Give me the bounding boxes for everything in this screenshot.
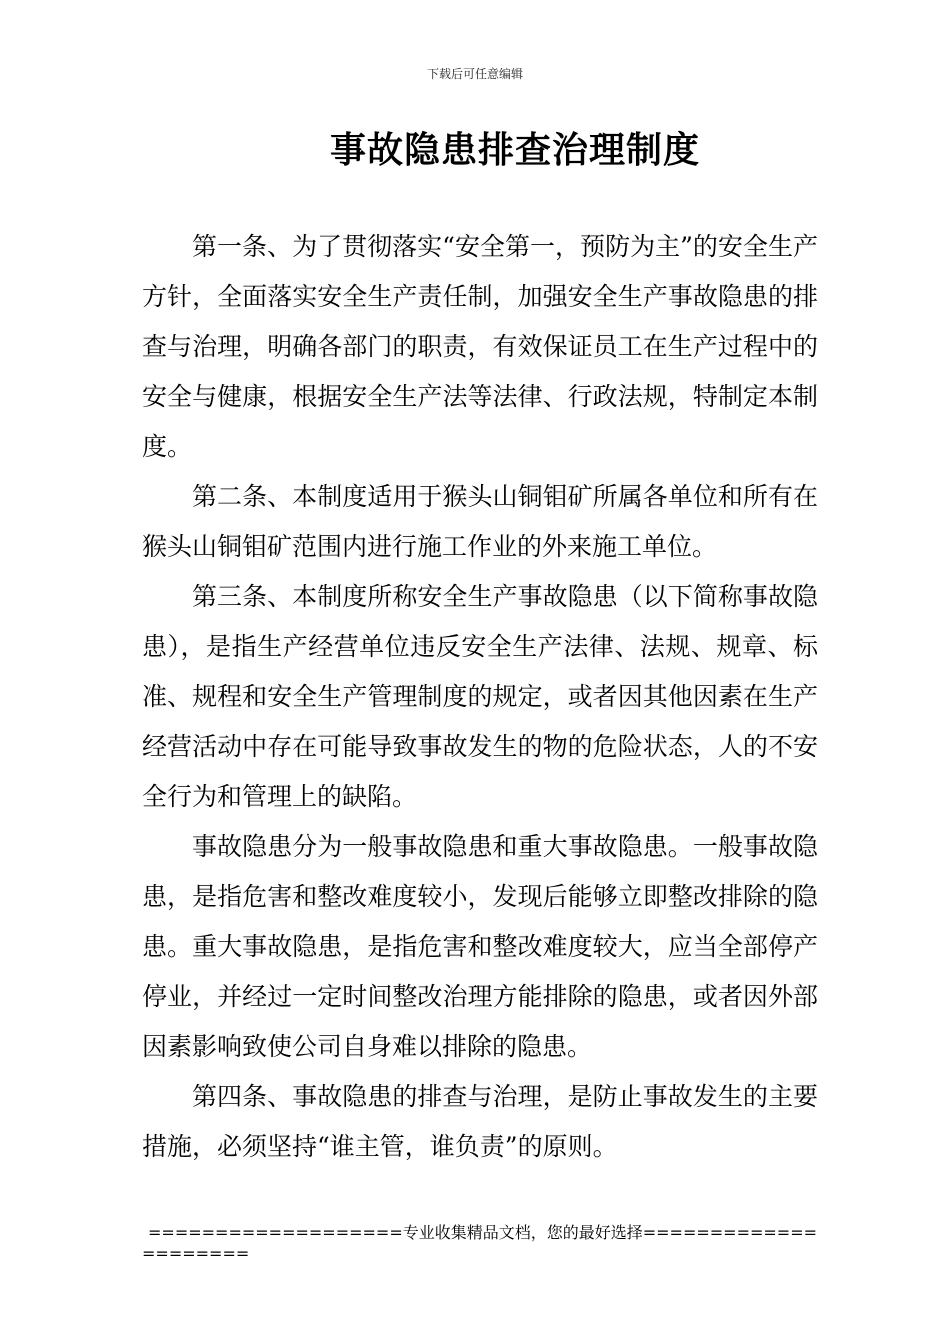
- paragraph-article-3: 第三条、本制度所称安全生产事故隐患（以下简称事故隐患），是指生产经营单位违反安全生产法律、法规、规章、标准、规程和安全生产管理制度的规定，或者因其他因素在生产经营活动中存在可能导致事故发生的物的危险状态，人的不安全行为和管理上的缺陷。: [142, 582, 818, 811]
- header-note: 下载后可任意编辑: [426, 67, 523, 81]
- document-body: [142, 222, 818, 1172]
- paragraph-article-1: 第一条、为了贯彻落实“安全第一，预防为主”的安全生产方针，全面落实安全生产责任制，加强安全生产事故隐患的排查与治理，明确各部门的职责，有效保证员工在生产过程中的安全与健康，根据安全生产法等法律、行政法规，特制定本制度。: [142, 232, 818, 461]
- paragraph-article-2: 第二条、本制度适用于猴头山铜钼矿所属各单位和所有在猴头山铜钼矿范围内进行施工作业的外来施工单位。: [142, 482, 818, 561]
- document-title: 事故隐患排查治理制度: [329, 129, 700, 171]
- paragraph-hazard-classification: 事故隐患分为一般事故隐患和重大事故隐患。一般事故隐患，是指危害和整改难度较小，发现后能够立即整改排除的隐患。重大事故隐患，是指危害和整改难度较大，应当全部停产停业，并经过一定时间整改治理方能排除的隐患，或者因外部因素影响致使公司自身难以排除的隐患。: [142, 832, 818, 1061]
- paragraph-article-4: 第四条、事故隐患的排查与治理，是防止事故发生的主要措施，必须坚持“谁主管，谁负责”的原则。: [142, 1082, 818, 1161]
- footer-note: ===================专业收集精品文档，您的最好选择=====================: [142, 1223, 818, 1263]
